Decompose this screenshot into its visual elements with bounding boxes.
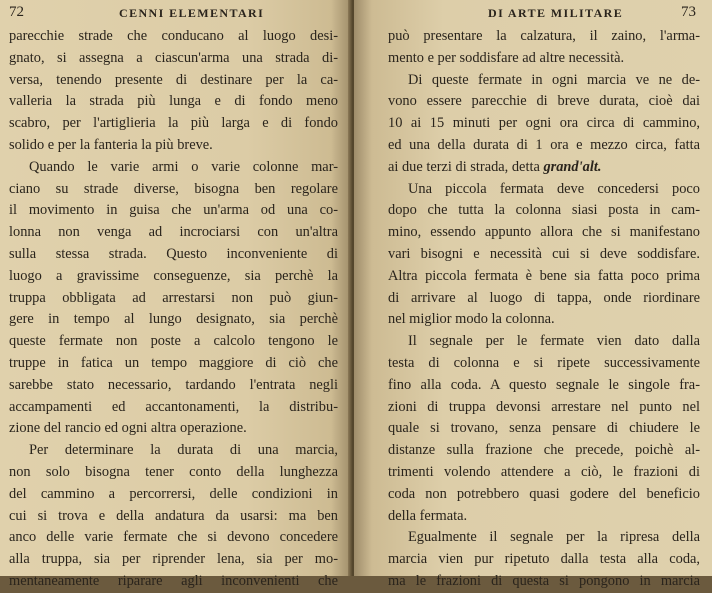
left-page-header (9, 4, 338, 26)
text-line: Quando le varie armi o varie colonne mar- (29, 158, 338, 175)
text-line: versa, tenendo presente di destinare per la ca- (9, 71, 338, 88)
text-line: scabro, per l'artiglieria la più larga e di fondo (9, 115, 338, 132)
text-line: valleria la strada più lunga e di fondo meno (9, 93, 338, 110)
text-line: gere in tempo al lungo designato, sia perchè (9, 311, 338, 328)
text-line: trimenti volendo attendere a ciò, le frazioni di (388, 463, 700, 480)
left-page-body (9, 26, 338, 593)
text-line: mento e per soddisfare ad altre necessità. (388, 49, 625, 66)
text-line: 10 ai 15 minuti per ogni ora circa di cammino, (388, 115, 700, 132)
text-line: distanze sulla frazione che precede, poichè al- (388, 442, 700, 459)
text-line: zioni di truppa devonsi arrestare nel punto nel (388, 398, 700, 415)
text-line: vari bisogni e necessità cui si deve soddisfare. (388, 245, 700, 262)
text-line: mentaneamente riparare agli inconvenienti che (9, 572, 338, 589)
left-page-number: 72 (9, 4, 24, 20)
text-line: luogo a gravissime conseguenze, sia perchè la (9, 267, 338, 284)
grand-alt-term: grand'alt. (543, 158, 602, 175)
text-line: alla truppa, sia per riprender lena, sia per mo- (9, 551, 338, 568)
text-line: quale si trovano, senza pensare di chiudere le (388, 420, 700, 437)
text-line: di arrivare al luogo di tappa, onde riordinare (388, 289, 700, 306)
text-line (388, 157, 700, 179)
text-line: Altra piccola fermata è bene sia fatta poco prima (388, 267, 700, 284)
left-page (0, 0, 352, 589)
text-line: dopo che tutta la colonna siasi posta in cam- (388, 202, 700, 219)
text-line: solido e per la fanteria la più breve. (9, 136, 213, 153)
left-running-header: CENNI ELEMENTARI (119, 6, 265, 20)
text-line: vono essere parecchie di breve durata, cioè dai (388, 93, 700, 110)
right-page (354, 0, 712, 589)
text-line: nel miglior modo la colonna. (388, 311, 555, 328)
text-line: può presentare la calzatura, il zaino, l'arma- (388, 28, 700, 44)
text-line: truppa obbligata ad arrestarsi non può giun- (9, 289, 338, 306)
text-line: Per determinare la durata di una marcia, (29, 442, 338, 459)
text-line: ciano su strade diverse, bisogna ben regolare (9, 180, 338, 197)
text-line: sulla stessa strada. Questo inconveniente di (9, 245, 338, 262)
text-line-start: ai due terzi di strada, detta (388, 158, 544, 175)
text-line: coda non potrebbero quasi godere del beneficio (388, 485, 700, 502)
text-line: del cammino a percorrersi, delle condizioni in (9, 485, 338, 502)
text-line: queste fermate non poste a calcolo tengono le (9, 333, 338, 350)
text-line: gnato, si assegna a ciascun'arma una strada di- (9, 49, 338, 66)
text-line: parecchie strade che conducano al luogo desi- (9, 28, 338, 44)
right-page-body (388, 26, 700, 593)
text-line: cui si trova e della andatura da usarsi: ma ben (9, 507, 338, 524)
text-line: testa di colonna e si ripete successivamente (388, 354, 700, 371)
text-line: ed una della durata di 1 ora e mezzo circa, fatta (388, 136, 700, 153)
right-page-number: 73 (681, 4, 696, 20)
right-page-header (388, 4, 700, 26)
text-line: Di queste fermate in ogni marcia ve ne de- (408, 71, 700, 88)
text-line: anco delle varie fermate che si devono concedere (9, 529, 338, 546)
text-line: zione del rancio ed ogni altra operazione. (9, 420, 247, 437)
text-line: accampamenti ed accantonamenti, la distribu- (9, 398, 338, 415)
right-running-header: DI ARTE MILITARE (488, 6, 624, 20)
text-line: marcia vien pur ripetuto dalla testa alla coda, (388, 551, 700, 568)
text-line: Egualmente il segnale per la ripresa della (408, 529, 700, 546)
text-line: truppe in fatica un tempo maggiore di ciò che (9, 354, 338, 371)
text-line: mino, essendo appunto allora che si manifestano (388, 224, 700, 241)
text-line: fino alla coda. A questo segnale le singole fra- (388, 376, 700, 393)
text-line: ma le frazioni di questa si pongono in marcia (388, 572, 700, 589)
text-line: sarebbe stato necessario, tardando l'entrata negli (9, 376, 338, 393)
text-line: non solo bisogna tener conto della lunghezza (9, 463, 338, 480)
text-line: il movimento in guisa che un'arma od una co- (9, 202, 338, 219)
text-line: della fermata. (388, 507, 468, 524)
text-line: lonna non venga ad incrociarsi con un'altra (9, 224, 338, 241)
text-line: Una piccola fermata deve concedersi poco (408, 180, 700, 197)
text-line: Il segnale per le fermate vien dato dalla (408, 333, 700, 350)
